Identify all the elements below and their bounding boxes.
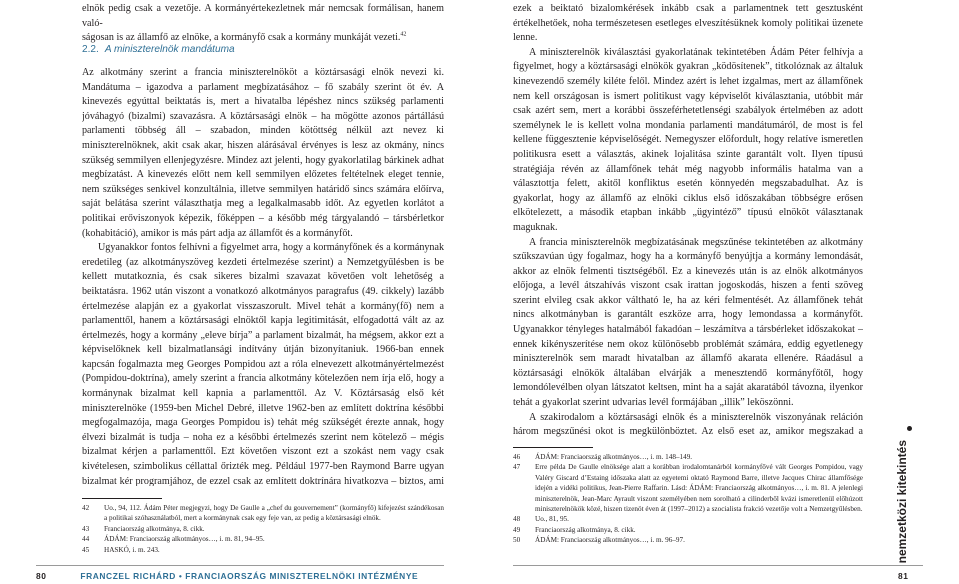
footnote-48: 48 Uo., 81, 95. (513, 515, 569, 524)
section-number: 2.2. (82, 44, 99, 55)
footnote-42: 42 Uo., 94, 112. Ádám Péter megjegyzi, hogy De Gaulle a „chef du gouvernement” (kormányfő) kifejezést szándékosan a politikai szóhasználatból, mert a kormánynak csak egy feje van, az pedig a köztársasági elnök. (82, 504, 444, 523)
page-number-right: 81 (898, 571, 909, 581)
left-top-line-1: elnök pedig csak a vezetője. A kormányértekezletnek már nemcsak formálisan, hanem való- (82, 3, 444, 29)
footnote-47: 47 Erre példa De Gaulle elnöksége alatt a korábban irodalomtanárból kormányfővé vált Georges Pompidou, vagy Valéry Giscard d’Estaing időszaka alatt az egyetemi oktató Raymond Barre, illetve Jacques Chirac államfősége idején a vidéki politikus, Jean-Pierre Raffarin. Lásd: ÁDÁM: Franciaország alkotmányos…, i. m. 81. A jelenlegi miniszterelnök, Jean-Marc Ayrault viszont személyében nem sorolható a cilinderből kvázi ismeretlenül előhúzott miniszterelnökök közé, hiszen tizenöt éven át (1997–2012) a szocialista frakció vezetője volt a Nemzetgyűlésben. (513, 463, 863, 514)
footnote-44: 44 ÁDÁM: Franciaország alkotmányos…, i. m. 81, 94–95. (82, 535, 265, 544)
sidebar-label (895, 440, 917, 580)
right-body-text (513, 2, 863, 440)
footnote-43: 43 Franciaország alkotmánya, 8. cikk. (82, 524, 205, 533)
right-footnote-rule (513, 447, 593, 448)
left-paragraph-1: Az alkotmány szerint a francia miniszterelnököt a köztársasági elnök nevezi ki. Mandátuma – igazodva a parlament megbízatásához – fő szabály szerint öt év. A kinevezés egyúttal beiktatás is, mert a hivatalba lépéshez nincs szükség parlamenti jóváhagyó (bizalmi) szavazásra. A köztársasági elnök – ha mögötte azonos pártállású parlamenti többség áll – szabadon, minden kötöttség nélkül azt nevez ki miniszterelnöknek, akit csak akar, hiszen alárásával érvényes is lesz az okmány, nincs szükség semmilyen ellenjegyzésre. Mindez azt jelenti, hogy gyakorlatilag bárkinek adhat megbízatást. A kinevezés előtt nem kell semmilyen előzetes feltételnek eleget tennie, nem szükséges senkivel konzultálnia, illetve semmilyen határidő sincs számára előírva, saját belátása szerint választhatja meg a legalkalmasabb időt. Az egyetlen korlátot a politikai erőviszonyok képezik, főképpen – a később még tárgyalandó – társbérletkor (kohabitáció), amikor is más párt adja az államfőt és a kormányfőt. (82, 67, 444, 239)
right-paragraph-3: A francia miniszterelnök megbízatásának megszűnése tekintetében az alkotmány szűkszavúan úgy fogalmaz, hogy ha a kormányfő benyújtja a kormány lemondását, akkor az elnök felmenti tisztségéből. Ez a kinevezés után is az elnök alkotmányos előjoga, a levél átszahívás viszont csak irattan jogoskodás, hiszen a fenti szöveg szerint elvileg csak akkor váltható le, ha az kéri felmentését. Az államfőnek tehát nincs alkotmányban is garantált eszköze arra, hogy lemondassa a kormányfőt. Ugyanakkor tényleges hatalmából fakadóan – leszámítva a társbérleket időszakokat – ennek kikényszerítése nem okoz különösebb problémát számára, eddig egyetlenegy miniszterelnök sem maradt hivatalban az államfő akarata ellenére. Ráadásul a köztársasági elnökök általában elvárják a menesztendő kormányfőtől, hogy lemondólevélben olyan látszatot keltsen, mint ha a saját akaratából távozna, ilyenkor tehát a gyakorlat szerint udvarias levél formájában „illik” leköszönni. (513, 236, 863, 409)
page-number-left: 80 (36, 571, 47, 581)
left-footer (36, 571, 418, 581)
running-head: FRANCZEL RICHÁRD • FRANCIAORSZÁG MINISZTERELNÖKI INTÉZMÉNYE (80, 571, 419, 581)
sidebar-bullet-icon (907, 426, 912, 431)
left-top-line-2: ságosan is az államfő az elnöke, a kormányfő csak a kormány munkáját vezeti. (82, 32, 401, 44)
left-top-text (82, 2, 444, 46)
right-footer-rule (513, 565, 923, 566)
footnote-49: 49 Franciaország alkotmánya, 8. cikk. (513, 525, 636, 534)
section-title: A miniszterelnök mandátuma (104, 44, 235, 55)
footnote-50: 50 ÁDÁM: Franciaország alkotmányos…, i. m. 96–97. (513, 536, 685, 545)
right-paragraph-2: A miniszterelnök kiválasztási gyakorlatának tekintetében Ádám Péter felhívja a figyelmet, hogy a köztársasági elnökök gyakran „ködösítenek”, titkolóznak az általuk kinevezendő személy kiléte felől. Mindez azért is lehet izgalmas, mert az államfőnek nem kell országosan is ismert politikust vagy képviselőt kiválasztania, utóbbit már csak azért sem, mert a korábbi összeférhetetlenségi szabályok értelmében az adott személynek le is kellett volna mondania parlamenti mandátumáról, de most is fel kellene függesztenie képviselőségét. Nemegyszer előfordult, hogy relatíve ismeretlen politikusra esett a választás, akinek lojalitása szinte garantált volt. Ilyen típusú stratégiája révén az államfőnek tehát még nagyobb informális hatalma van a választottja felett, akitől konfliktus esetén könnyedén megszabadulhat. Az is gyakorlat, hogy az államfő az elnöki ciklus első időszakában többségre erősen elkötelezett, a második etapban inkább „ügyintéző” típusú elnököt választanak maguknak. (513, 46, 863, 233)
left-footer-rule (36, 565, 444, 566)
footnote-ref-42: 42 (400, 31, 407, 38)
sidebar-label-text: nemzetközi kitekintés (895, 440, 909, 564)
section-heading (82, 44, 235, 55)
left-page (0, 0, 479, 584)
left-paragraph-2: Ugyanakkor fontos felhívni a figyelmet arra, hogy a kormányfőnek és a kormánynak eredetileg (az alkotmányszöveg kezdeti értelmezése szerint) a Nemzetgyűlésben is be kellett mutatkoznia, és csak sikeres bizalmi szavazat követően volt lehetőség a beiktatásra. 1962 után viszont a vonatkozó alkotmányos paragrafus (49. cikkely) lazább értelmezése alapján ez a gyakorlat visszaszorult. Mivel tehát a kormány(fő) nem a parlamenttől, hanem a köztársasági elnöktől kapja legitimitását, elfogadottá vált az az értelmezés, hogy a kormány „eleve bírja” a parlament bizalmát, ha mégsem, akkor ezt a képviselőknek kell bizalmatlansági indítvány útján bizonyítaniuk. 1966-ban ennek kapcsán fogalmazta meg Georges Pompidou azt a róla elnevezett alkotmányértelmezést (Pompidou-doktrína), amely szerint a francia alkotmány kötelezően nem írja elő, hogy a kormánynak bizalmat kell kapnia a parlamenttől. Az V. Köztársaság első két miniszterelnöke (1959-ben Michel Debré, illetve 1962-ben az említett doktrína későbbi megfogalmazója, maga Georges Pompidou is) tehát még szükségét érezte annak, hogy élvezi bizalmát is tudja – noha ez a későbbi értelmezés szerint nem kötelező – mégis bizalmat kérjen a parlamenttől. Ezt követően viszont ezt a szokást nem vagy csak kivételesen, szimbolikus céllattal őrizték meg. Például 1977-ben Raymond Barre ugyan bizalmat kér programjához, de ezzel csak az említett doktrínára hivatkozva – biztos, ami (82, 242, 444, 486)
footnote-45: 45 HASKÓ, i. m. 243. (82, 545, 160, 554)
right-paragraph-1: ezek a beiktató bizalomkérések inkább csak a parlamentnek tett gesztusként értékelhetőek, noha természetesen esetleges elveszítésüknek komoly politikai üzenete lenne. (513, 3, 863, 44)
left-body-text (82, 66, 444, 486)
footnote-46: 46 ÁDÁM: Franciaország alkotmányos…, i. m. 148–149. (513, 453, 693, 461)
left-footnote-rule (82, 498, 162, 499)
right-footnotes (513, 452, 863, 546)
left-footnotes (82, 503, 444, 555)
right-paragraph-4: A szakirodalom a köztársasági elnök és a miniszterelnök viszonyának reláción három megszűnési okot is megkülönböztet. Az első eset az, amikor megszakad a (513, 411, 863, 438)
right-page (480, 0, 959, 584)
